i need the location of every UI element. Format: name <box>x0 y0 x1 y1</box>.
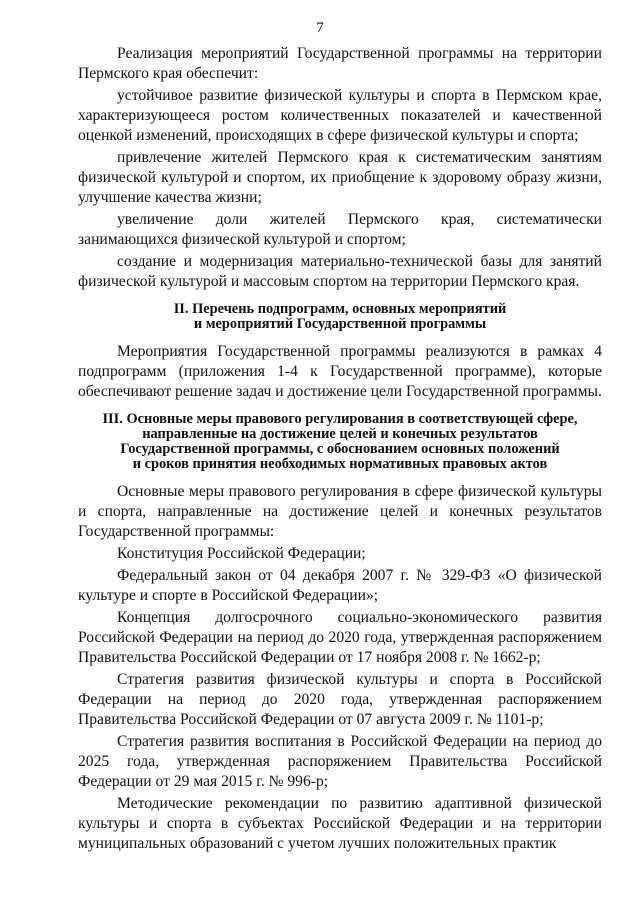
heading-line: и мероприятий Государственной программы <box>193 316 487 332</box>
page-number: 7 <box>316 20 324 36</box>
paragraph: Конституция Российской Федерации; <box>117 545 366 562</box>
heading-line: Государственной программы, с обоснованием основных положений <box>120 441 560 457</box>
paragraph: Концепция долгосрочного социально-экономического развития Российской Федерации на период до 2020 года, утвержденная распоряжением Правительства Российской Федерации от 17 ноября 2008 г. № 1662-р; <box>78 609 602 666</box>
section-3-heading <box>78 412 602 472</box>
paragraph: увеличение доли жителей Пермского края, систематически занимающихся физической культурой и спортом; <box>78 211 602 248</box>
heading-line: и сроков принятия необходимых нормативных правовых актов <box>132 456 548 472</box>
paragraph: Стратегия развития воспитания в Российской Федерации на период до 2025 года, утвержденная распоряжением Правительства Российской Федерации от 29 мая 2015 г. № 996-р; <box>78 733 602 790</box>
heading-line: II. Перечень подпрограмм, основных мероприятий <box>173 301 507 317</box>
paragraph: устойчивое развитие физической культуры и спорта в Пермском крае, характеризующееся ростом количественных показателей и качественной оценкой изменений, происходящих в сфере физической культуры и спорта; <box>78 87 602 144</box>
paragraph: Реализация мероприятий Государственной программы на территории Пермского края обеспечит: <box>78 45 602 82</box>
paragraph: Федеральный закон от 04 декабря 2007 г. № 329-ФЗ «О физической культуре и спорте в Российской Федерации»; <box>78 567 602 604</box>
heading-line: III. Основные меры правового регулирования в соответствующей сфере, <box>102 411 578 427</box>
heading-line: направленные на достижение целей и конечных результатов <box>142 426 538 442</box>
paragraph: Основные меры правового регулирования в сфере физической культуры и спорта, направленные на достижение целей и конечных результатов Государственной программы: <box>78 483 602 540</box>
paragraph: Мероприятия Государственной программы реализуются в рамках 4 подпрограмм (приложения 1-4 к Государственной программе), которые обеспечивают решение задач и достижение цели Государственной программы. <box>78 343 602 400</box>
section-2-heading <box>78 302 602 332</box>
paragraph: привлечение жителей Пермского края к систематическим занятиям физической культурой и спортом, их приобщение к здоровому образу жизни, улучшение качества жизни; <box>78 149 602 206</box>
paragraph: Стратегия развития физической культуры и спорта в Российской Федерации на период до 2020 года, утвержденная распоряжением Правительства Российской Федерации от 07 августа 2009 г. № 1101-р; <box>78 671 602 728</box>
paragraph: создание и модернизация материально-технической базы для занятий физической культурой и массовым спортом на территории Пермского края. <box>78 253 602 290</box>
paragraph: Методические рекомендации по развитию адаптивной физической культуры и спорта в субъектах Российской Федерации и на территории муниципальных образований с учетом лучших положительных практик <box>78 795 602 852</box>
page-content <box>78 44 602 856</box>
